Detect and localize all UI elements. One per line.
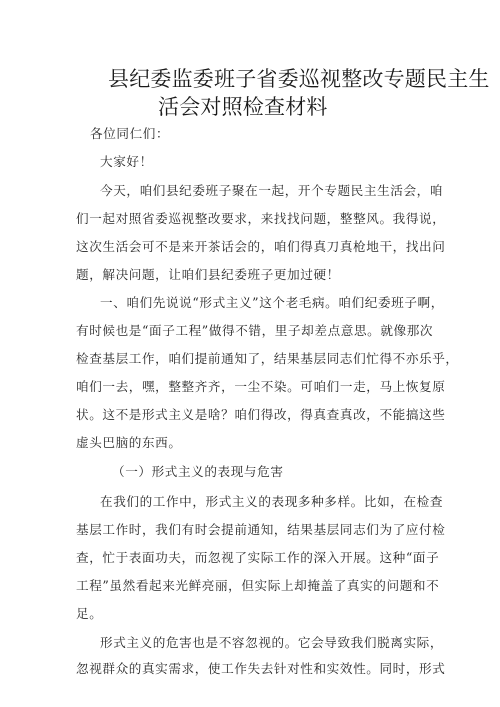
document-title-line-2: 活会对照检查材料 <box>158 95 328 119</box>
paragraph-3-line-1: 在我们的工作中，形式主义的表现多种多样。比如，在检查 <box>100 494 444 509</box>
paragraph-1-line-3: 这次生活会可不是来开茶话会的，咱们得真刀真枪地干，找出问 <box>76 239 446 254</box>
document-title-line-1: 县纪委监委班子省委巡视整改专题民主生 <box>108 67 490 91</box>
paragraph-1-line-2: 们一起对照省委巡视整改要求，来找找问题，整整风。我得说， <box>76 211 446 226</box>
paragraph-2-line-3: 检查基层工作，咱们提前通知了，结果基层同志们忙得不亦乐乎， <box>76 351 459 366</box>
paragraph-3-line-5: 足。 <box>76 606 103 621</box>
paragraph-2-line-4: 咱们一去，嘿，整整齐齐，一尘不染。可咱们一走，马上恢复原 <box>76 379 446 394</box>
paragraph-3-line-4: 工程”虽然看起来光鲜亮丽，但实际上却掩盖了真实的问题和不 <box>76 578 440 593</box>
paragraph-3-line-3: 查，忙于表面功夫，而忽视了实际工作的深入开展。这种“面子 <box>76 550 440 565</box>
paragraph-2-line-6: 虚头巴脑的东西。 <box>76 435 182 450</box>
paragraph-4-line-1: 形式主义的危害也是不容忽视的。它会导致我们脱离实际， <box>100 635 444 650</box>
paragraph-1-line-1: 今天，咱们县纪委班子聚在一起，开个专题民主生活会，咱 <box>100 183 444 198</box>
paragraph-4-line-2: 忽视群众的真实需求，使工作失去针对性和实效性。同时，形式 <box>76 661 446 676</box>
greeting: 大家好！ <box>100 154 153 169</box>
section-subheading: （一）形式主义的表现与危害 <box>112 464 284 479</box>
salutation: 各位同仁们： <box>90 126 170 141</box>
paragraph-2-line-5: 状。这不是形式主义是啥？咱们得改，得真查真改，不能搞这些 <box>76 407 446 422</box>
paragraph-2-line-1: 一、咱们先说说“形式主义”这个老毛病。咱们纪委班子啊， <box>100 295 444 310</box>
paragraph-2-line-2: 有时候也是“面子工程”做得不错，里子却差点意思。就像那次 <box>76 323 434 338</box>
paragraph-3-line-2: 基层工作时，我们有时会提前通知，结果基层同志们为了应付检 <box>76 522 446 537</box>
paragraph-1-line-4: 题，解决问题，让咱们县纪委班子更加过硬！ <box>76 267 340 282</box>
